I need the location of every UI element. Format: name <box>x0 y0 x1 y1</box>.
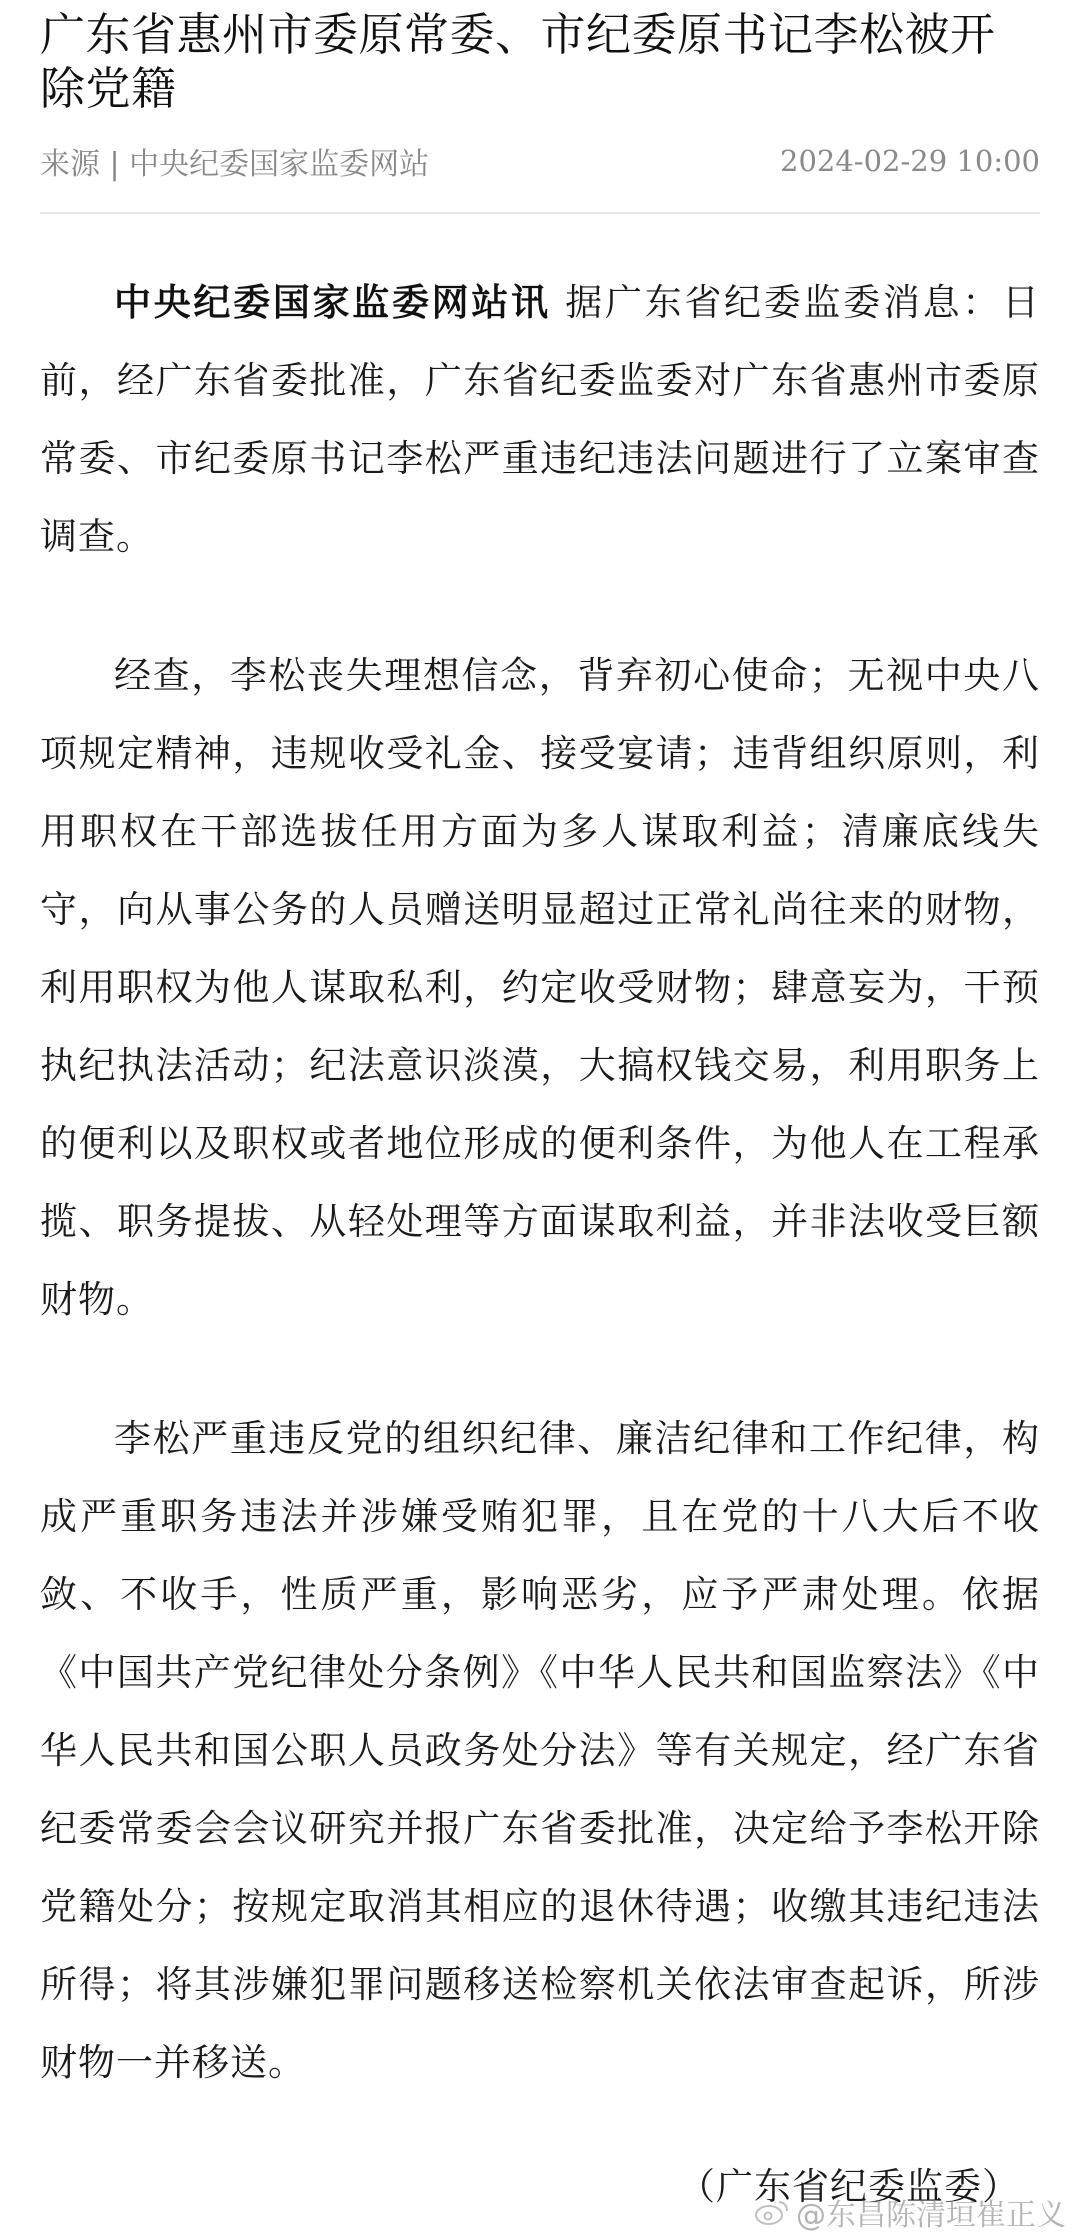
paragraph-1-text: 据广东省纪委监委消息：日前，经广东省委批准，广东省纪委监委对广东省惠州市委原常委、市纪委原书记李松严重违纪违法问题进行了立案审查调查。 <box>40 281 1040 558</box>
watermark <box>754 2190 1066 2234</box>
article-source: 来源 | 中央纪委国家监委网站 <box>40 147 430 182</box>
article-meta <box>40 138 1040 184</box>
article-body <box>40 264 1040 2102</box>
paragraph-1 <box>40 264 1040 576</box>
paragraph-3: 李松严重违反党的组织纪律、廉洁纪律和工作纪律，构成严重职务违法并涉嫌受贿犯罪，且在党的十八大后不收敛、不收手，性质严重，影响恶劣，应予严肃处理。依据《中国共产党纪律处分条例》《中华人民共和国监察法》《中华人民共和国公职人员政务处分法》等有关规定，经广东省纪委常委会会议研究并报广东省委批准，决定给予李松开除党籍处分；按规定取消其相应的退休待遇；收缴其违纪违法所得；将其涉嫌犯罪问题移送检察机关依法审查起诉，所涉财物一并移送。 <box>40 1417 1040 2084</box>
weibo-icon <box>754 2198 790 2226</box>
paragraph-2: 经查，李松丧失理想信念，背弃初心使命；无视中央八项规定精神，违规收受礼金、接受宴请；违背组织原则，利用职权在干部选拔任用方面为多人谋取利益；清廉底线失守，向从事公务的人员赠送明显超过正常礼尚往来的财物，利用职权为他人谋取私利，约定收受财物；肆意妄为，干预执纪执法活动；纪法意识淡漠，大搞权钱交易，利用职务上的便利以及职权或者地位形成的便利条件，为他人在工程承揽、职务提拔、从轻处理等方面谋取利益，并非法收受巨额财物。 <box>40 654 1040 1321</box>
divider <box>40 212 1040 214</box>
article-date: 2024-02-29 10:00 <box>780 144 1040 178</box>
watermark-text: @东昌陈清垣崔正义 <box>796 2198 1066 2233</box>
article-title: 广东省惠州市委原常委、市纪委原书记李松被开除党籍 <box>40 8 996 115</box>
lead-text: 中央纪委国家监委网站讯 <box>114 281 551 324</box>
article-signature: （广东省纪委监委） <box>678 2165 1020 2208</box>
